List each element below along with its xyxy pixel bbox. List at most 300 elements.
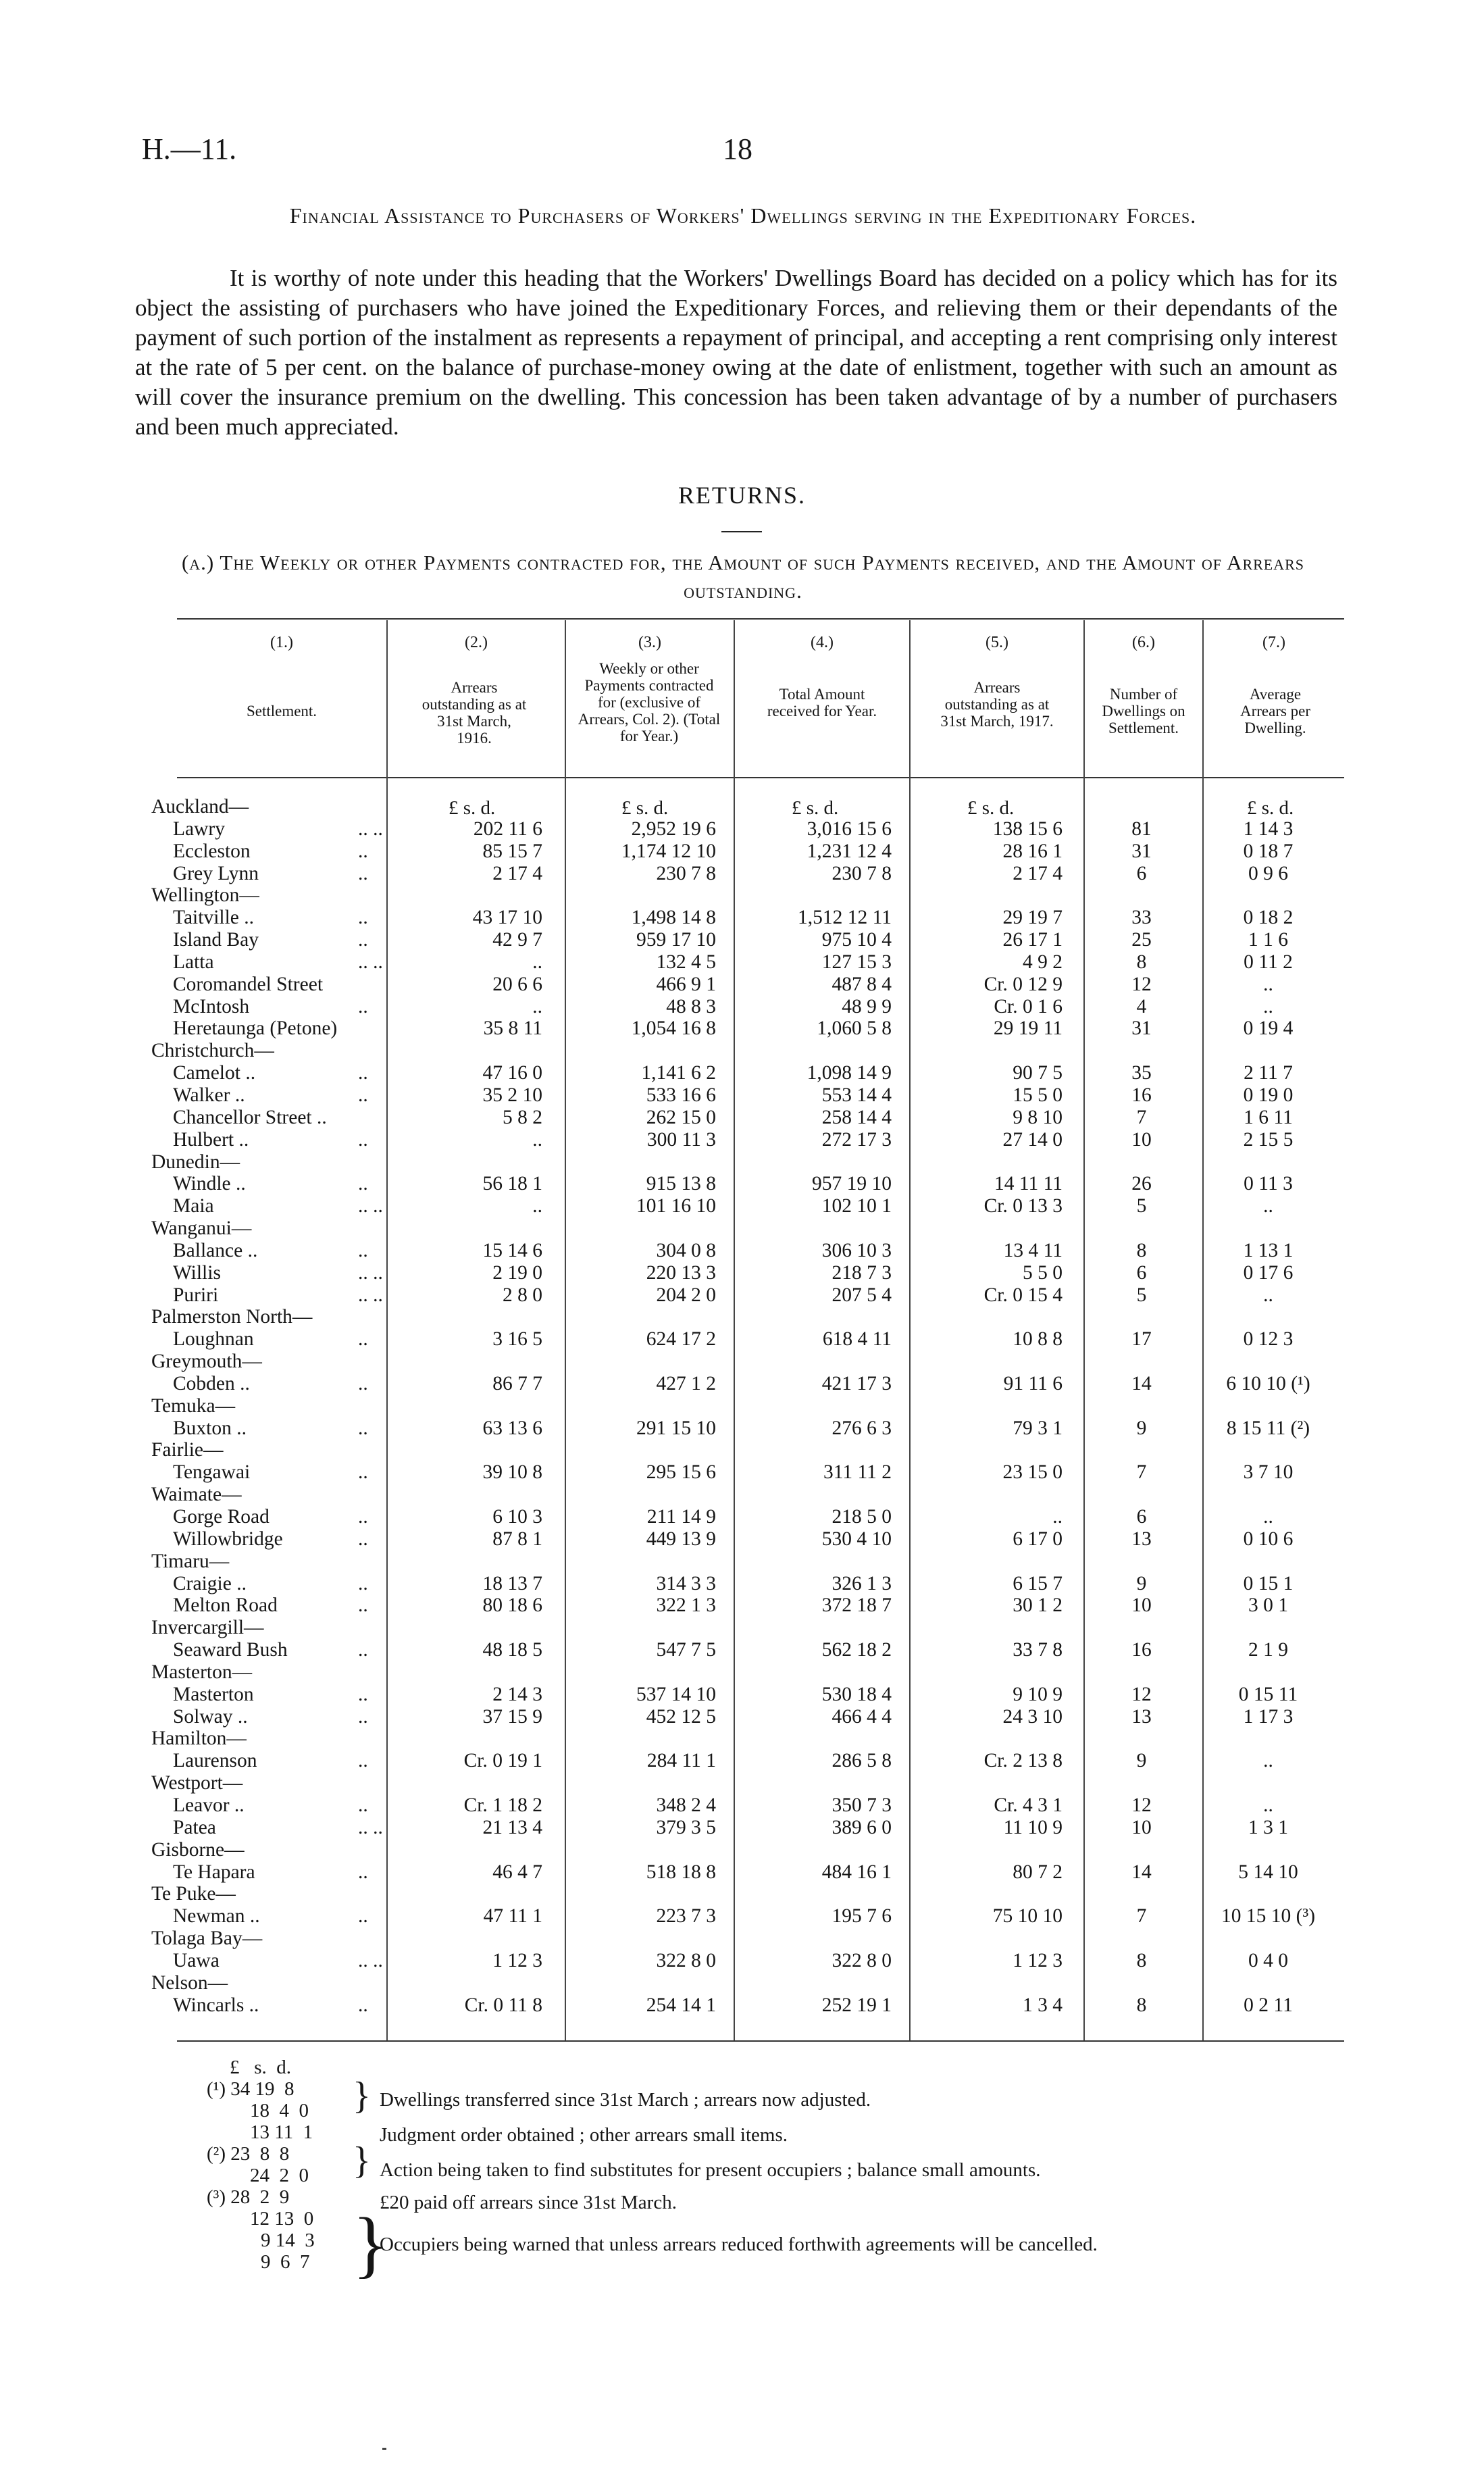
cell-c4: 195 7 6 (831, 1905, 892, 1928)
cell-c3: 262 15 0 (646, 1106, 716, 1128)
settlement-name: Camelot .. (173, 1062, 256, 1084)
leader-dots: .. (358, 1461, 368, 1484)
cell-c5: 29 19 7 (1002, 907, 1063, 929)
table-row (0, 1905, 1484, 1928)
group-heading-row (0, 1306, 1484, 1328)
cell-c7: 0 11 2 (1244, 951, 1293, 973)
district-name: Palmerston North— (151, 1306, 313, 1328)
cell-c5: 23 15 0 (1002, 1461, 1063, 1484)
table-body (0, 796, 1484, 2016)
cell-c7: 0 18 7 (1243, 840, 1294, 862)
cell-c3: 220 13 3 (646, 1261, 716, 1284)
settlement-name: Heretaunga (Petone) (173, 1017, 338, 1040)
cell-c5: 1 3 4 (1023, 1994, 1063, 2016)
settlement-name: Taitville .. (173, 907, 255, 929)
cell-c2: 47 11 1 (483, 1905, 542, 1928)
cell-c5: 80 7 2 (1013, 1861, 1063, 1883)
group-heading-row (0, 1439, 1484, 1461)
cell-c4: 484 16 1 (821, 1861, 892, 1883)
col-number: (3.) (638, 634, 661, 651)
cell-c6: 4 (1136, 995, 1147, 1017)
cell-c2: 56 18 1 (482, 1173, 542, 1195)
cell-c2: 15 14 6 (482, 1239, 542, 1261)
table-row (0, 1461, 1484, 1484)
footnote-note: Judgment order obtained ; other arrears small items. (380, 2124, 788, 2146)
cell-c3: 254 14 1 (646, 1994, 716, 2016)
cell-c4: 530 18 4 (821, 1683, 892, 1705)
cell-c6: 10 (1131, 1128, 1152, 1151)
cell-c3: 533 16 6 (646, 1084, 716, 1106)
leader-dots: .. (358, 1328, 368, 1351)
settlement-name: Patea (173, 1816, 216, 1838)
cell-c2: 63 13 6 (482, 1417, 542, 1439)
col-number: (2.) (465, 634, 488, 651)
table-row (0, 1373, 1484, 1395)
cell-c6: 5 (1136, 1284, 1147, 1306)
returns-rule (721, 531, 762, 532)
cell-c7: .. (1263, 1284, 1273, 1306)
table-row (0, 907, 1484, 929)
table-row (0, 818, 1484, 840)
table-row (0, 1017, 1484, 1040)
brace-icon: } (353, 2140, 371, 2182)
cell-c7: 0 4 0 (1248, 1949, 1288, 1971)
cell-c5: 11 10 9 (1003, 1816, 1063, 1838)
cell-c3: 211 14 9 (646, 1506, 716, 1528)
cell-c3: 427 1 2 (656, 1372, 716, 1394)
cell-c4: 1,060 5 8 (817, 1017, 892, 1040)
cell-c4: 272 17 3 (821, 1128, 892, 1151)
leader-dots: .. (358, 929, 368, 951)
footnote-note: Dwellings transferred since 31st March ; arrears now adjusted. (380, 2089, 871, 2111)
cell-c4: 562 18 2 (821, 1639, 892, 1661)
leader-dots: .. .. (358, 951, 383, 973)
cell-c6: 6 (1136, 1506, 1147, 1528)
table-head-rule (177, 777, 1344, 778)
cell-c5: 10 8 8 (1013, 1328, 1063, 1351)
settlement-name: Craigie .. (173, 1572, 247, 1594)
cell-c5: Cr. 0 15 4 (983, 1284, 1063, 1306)
cell-c5: 33 7 8 (1013, 1639, 1063, 1661)
settlement-name: Windle .. (173, 1173, 246, 1195)
leader-dots: .. (358, 1528, 368, 1550)
group-heading-row (0, 1351, 1484, 1373)
group-heading-row (0, 1972, 1484, 1994)
cell-c6: 33 (1131, 907, 1152, 929)
unit-label: £ s. d. (792, 797, 839, 819)
cell-c7: .. (1263, 1195, 1273, 1217)
footnote-note: £20 paid off arrears since 31st March. (380, 2192, 677, 2213)
cell-c3: 295 15 6 (646, 1461, 716, 1484)
cell-c2: 43 17 10 (472, 907, 542, 929)
cell-c4: 326 1 3 (831, 1572, 892, 1594)
settlement-name: Cobden .. (173, 1372, 250, 1394)
cell-c3: 547 7 5 (656, 1639, 716, 1661)
cell-c7: 0 18 2 (1243, 907, 1294, 929)
table-row (0, 1129, 1484, 1151)
cell-c4: 322 8 0 (831, 1949, 892, 1971)
cell-c7: 0 9 6 (1248, 862, 1288, 884)
leader-dots: .. (358, 1594, 368, 1617)
cell-c5: 9 10 9 (1013, 1683, 1063, 1705)
cell-c5: 29 19 11 (993, 1017, 1063, 1040)
cell-c7: 5 14 10 (1238, 1861, 1298, 1883)
unit-label: £ s. d. (1247, 797, 1294, 819)
cell-c3: 1,141 6 2 (641, 1062, 716, 1084)
cell-c3: 466 9 1 (656, 973, 716, 995)
cell-c2: 2 8 0 (503, 1284, 542, 1306)
cell-c3: 284 11 1 (646, 1750, 716, 1772)
cell-c4: 466 4 4 (831, 1705, 892, 1728)
cell-c6: 31 (1131, 1017, 1152, 1040)
table-bottom-rule (177, 2040, 1344, 2042)
leader-dots: .. .. (358, 817, 383, 840)
cell-c2: 2 14 3 (492, 1683, 542, 1705)
footnote-note: Action being taken to find substitutes for present occupiers ; balance small amounts. (380, 2159, 1041, 2181)
cell-c6: 17 (1131, 1328, 1152, 1351)
cell-c4: 127 15 3 (821, 951, 892, 973)
cell-c5: 75 10 10 (992, 1905, 1063, 1928)
cell-c4: 1,512 12 11 (797, 907, 892, 929)
district-name: Invercargill— (151, 1617, 264, 1639)
cell-c3: 291 15 10 (636, 1417, 716, 1439)
cell-c2: Cr. 0 11 8 (464, 1994, 542, 2016)
table-row (0, 1817, 1484, 1839)
table-row (0, 1594, 1484, 1617)
district-name: Tolaga Bay— (151, 1928, 263, 1950)
cell-c2: 42 9 7 (492, 929, 542, 951)
footnote-amount: (²) 23 8 8 (207, 2143, 290, 2165)
settlement-name: Coromandel Street (173, 973, 324, 995)
leader-dots: .. (358, 1572, 368, 1594)
district-name: Waimate— (151, 1484, 242, 1506)
returns-heading: RETURNS. (677, 482, 807, 509)
document-code: H.—11. (142, 132, 237, 166)
cell-c3: 518 18 8 (646, 1861, 716, 1883)
cell-c2: 1 12 3 (492, 1949, 542, 1971)
footnote-amount: 9 14 3 (261, 2230, 315, 2251)
cell-c7: 2 1 9 (1248, 1639, 1288, 1661)
district-name: Timaru— (151, 1550, 230, 1572)
group-heading-row (0, 1040, 1484, 1062)
cell-c3: 379 3 5 (656, 1816, 716, 1838)
table-row (0, 840, 1484, 863)
settlement-name: Te Hapara (173, 1861, 255, 1883)
leader-dots: .. .. (358, 1261, 383, 1284)
col-number: (1.) (270, 634, 293, 651)
cell-c6: 35 (1131, 1062, 1152, 1084)
footnote-unit: £ s. d. (230, 2057, 292, 2078)
cell-c3: 1,498 14 8 (631, 907, 716, 929)
table-row (0, 1639, 1484, 1661)
table-title: (a.) The Weekly or other Payments contracted for, the Amount of such Payments received, and the Amount of Arrears outstanding. (181, 551, 1305, 603)
table-row (0, 1950, 1484, 1972)
table-row (0, 951, 1484, 974)
settlement-name: Chancellor Street .. (173, 1106, 327, 1128)
section-paragraph: It is worthy of note under this heading that the Workers' Dwellings Board has decided on a policy which has for its object the assisting of purchasers who have joined the Expeditionary Forces, and relieving them or their dependants of the payment of such portion of the instalment as represents a repayment of principal, and accepting a rent comprising only interest at the rate of 5 per cent. on the balance of purchase-money owing at the date of enlistment, together with such an amount as will cover the insurance premium on the dwelling. This concession has been taken advantage of by a number of purchasers and been much appreciated. (135, 265, 1337, 440)
cell-c3: 452 12 5 (646, 1705, 716, 1728)
cell-c7: 0 19 0 (1243, 1084, 1294, 1106)
settlement-name: Buxton .. (173, 1417, 247, 1439)
leader-dots: .. (358, 1417, 368, 1439)
footnote-amount: 12 13 0 (250, 2208, 314, 2230)
cell-c3: 101 16 10 (636, 1195, 716, 1217)
cell-c2: 35 2 10 (482, 1084, 542, 1106)
col-header-total-received: Total Amount received for Year. (767, 686, 877, 720)
settlement-name: Willowbridge (173, 1528, 283, 1550)
settlement-name: Seaward Bush (173, 1639, 288, 1661)
settlement-name: Uawa (173, 1949, 220, 1971)
settlement-name: Maia (173, 1195, 214, 1217)
cell-c7: .. (1263, 973, 1273, 995)
cell-c4: 311 11 2 (823, 1461, 892, 1484)
settlement-name: Latta (173, 951, 214, 973)
table-row (0, 1417, 1484, 1440)
cell-c3: 300 11 3 (646, 1128, 716, 1151)
leader-dots: .. (358, 1062, 368, 1084)
cell-c5: Cr. 0 13 3 (983, 1195, 1063, 1217)
district-name: Nelson— (151, 1971, 228, 1994)
cell-c6: 9 (1136, 1572, 1147, 1594)
leader-dots: .. (358, 1705, 368, 1728)
footnote-amount: 13 11 1 (250, 2121, 313, 2143)
leader-dots: .. .. (358, 1816, 383, 1838)
leader-dots: .. (358, 862, 368, 884)
cell-c4: 3,016 15 6 (807, 817, 892, 840)
group-heading-row (0, 884, 1484, 907)
settlement-name: Leavor .. (173, 1794, 245, 1816)
cell-c3: 624 17 2 (646, 1328, 716, 1351)
group-heading-row (0, 1883, 1484, 1905)
cell-c4: 553 14 4 (821, 1084, 892, 1106)
cell-c7: 2 11 7 (1244, 1062, 1293, 1084)
cell-c4: 389 6 0 (831, 1816, 892, 1838)
cell-c4: 421 17 3 (821, 1372, 892, 1394)
table-row (0, 1861, 1484, 1884)
col-number: (4.) (811, 634, 834, 651)
cell-c7: 2 15 5 (1243, 1128, 1294, 1151)
settlement-name: Solway .. (173, 1705, 248, 1728)
cell-c3: 223 7 3 (656, 1905, 716, 1928)
cell-c2: .. (532, 951, 542, 973)
cell-c4: 957 19 10 (812, 1173, 892, 1195)
cell-c2: 2 17 4 (492, 862, 542, 884)
col-header-dwellings: Number of Dwellings on Settlement. (1102, 686, 1185, 736)
district-name: Fairlie— (151, 1439, 224, 1461)
cell-c7: 3 0 1 (1248, 1594, 1288, 1617)
district-name: Westport— (151, 1772, 243, 1794)
cell-c4: 975 10 4 (821, 929, 892, 951)
table-row (0, 1262, 1484, 1284)
cell-c6: 10 (1131, 1594, 1152, 1617)
cell-c5: 5 5 0 (1023, 1261, 1063, 1284)
cell-c2: 48 18 5 (482, 1639, 542, 1661)
cell-c2: .. (532, 1195, 542, 1217)
cell-c2: 46 4 7 (492, 1861, 542, 1883)
cell-c4: 48 9 9 (842, 995, 892, 1017)
col-header-payments-contracted: Weekly or other Payments contracted for (exclusive of Arrears, Col. 2). (Total for Year.) (578, 660, 721, 745)
cell-c4: 350 7 3 (831, 1794, 892, 1816)
cell-c7: .. (1263, 1750, 1273, 1772)
table-top-rule (177, 618, 1344, 620)
leader-dots: .. .. (358, 1284, 383, 1306)
cell-c7: 10 15 10 (³) (1221, 1905, 1316, 1928)
leader-dots: .. (358, 1372, 368, 1394)
cell-c2: 6 10 3 (492, 1506, 542, 1528)
cell-c4: 252 19 1 (821, 1994, 892, 2016)
cell-c6: 8 (1136, 1239, 1147, 1261)
table-row (0, 1328, 1484, 1351)
cell-c4: 286 5 8 (831, 1750, 892, 1772)
cell-c6: 8 (1136, 1949, 1147, 1971)
cell-c7: .. (1263, 995, 1273, 1017)
cell-c6: 8 (1136, 951, 1147, 973)
table-row (0, 974, 1484, 996)
cell-c6: 6 (1136, 1261, 1147, 1284)
cell-c5: Cr. 4 3 1 (994, 1794, 1063, 1816)
cell-c5: 28 16 1 (1002, 840, 1063, 862)
cell-c2: 20 6 6 (492, 973, 542, 995)
settlement-name: McIntosh (173, 995, 250, 1017)
cell-c6: 5 (1136, 1195, 1147, 1217)
settlement-name: Melton Road (173, 1594, 278, 1617)
cell-c7: 6 10 10 (¹) (1226, 1372, 1310, 1394)
cell-c5: 26 17 1 (1002, 929, 1063, 951)
cell-c2: 5 8 2 (503, 1106, 542, 1128)
table-row (0, 1240, 1484, 1262)
table-row (0, 1684, 1484, 1706)
district-name: Dunedin— (151, 1151, 240, 1173)
leader-dots: .. (358, 1173, 368, 1195)
cell-c5: 2 17 4 (1013, 862, 1063, 884)
col-header-arrears-1916: Arrears outstanding as at 31st March, 1916. (421, 679, 527, 747)
cell-c6: 12 (1131, 1794, 1152, 1816)
settlement-name: Ballance .. (173, 1239, 258, 1261)
cell-c4: 1,231 12 4 (807, 840, 892, 862)
unit-label: £ s. d. (449, 797, 496, 819)
cell-c2: 80 18 6 (482, 1594, 542, 1617)
cell-c5: 4 9 2 (1023, 951, 1063, 973)
cell-c3: 304 0 8 (656, 1239, 716, 1261)
cell-c3: 348 2 4 (656, 1794, 716, 1816)
table-row (0, 1284, 1484, 1307)
cell-c2: 18 13 7 (482, 1572, 542, 1594)
cell-c5: 6 15 7 (1013, 1572, 1063, 1594)
cell-c7: 0 15 1 (1243, 1572, 1294, 1594)
leader-dots: .. (358, 1128, 368, 1151)
cell-c6: 16 (1131, 1084, 1152, 1106)
cell-c6: 13 (1131, 1528, 1152, 1550)
cell-c4: 276 6 3 (831, 1417, 892, 1439)
footnote-amount: 18 4 0 (250, 2100, 309, 2121)
cell-c2: .. (532, 1128, 542, 1151)
cell-c7: 1 13 1 (1243, 1239, 1294, 1261)
settlement-name: Newman .. (173, 1905, 260, 1928)
footnote-amount: 9 6 7 (261, 2251, 310, 2273)
cell-c6: 81 (1131, 817, 1152, 840)
cell-c7: .. (1263, 1506, 1273, 1528)
settlement-name: Loughnan (173, 1328, 254, 1351)
cell-c5: .. (1052, 1506, 1063, 1528)
cell-c6: 9 (1136, 1417, 1147, 1439)
district-name: Masterton— (151, 1661, 253, 1683)
footnote-amount: (¹) 34 19 8 (207, 2078, 295, 2100)
district-name: Hamilton— (151, 1728, 247, 1750)
cell-c4: 102 10 1 (821, 1195, 892, 1217)
group-heading-row (0, 1772, 1484, 1794)
cell-c7: 8 15 11 (²) (1226, 1417, 1310, 1439)
district-name: Te Puke— (151, 1883, 236, 1905)
cell-c4: 372 18 7 (821, 1594, 892, 1617)
settlement-name: Grey Lynn (173, 862, 259, 884)
settlement-name: Masterton (173, 1683, 254, 1705)
cell-c4: 487 8 4 (831, 973, 892, 995)
group-heading-row (0, 1661, 1484, 1684)
leader-dots: .. (358, 1994, 368, 2016)
cell-c5: 27 14 0 (1002, 1128, 1063, 1151)
settlement-name: Hulbert .. (173, 1128, 249, 1151)
cell-c2: 37 15 9 (482, 1705, 542, 1728)
cell-c3: 537 14 10 (636, 1683, 716, 1705)
district-name: Christchurch— (151, 1040, 274, 1062)
table-row (0, 1750, 1484, 1772)
cell-c6: 13 (1131, 1705, 1152, 1728)
cell-c3: 322 1 3 (656, 1594, 716, 1617)
cell-c4: 218 7 3 (831, 1261, 892, 1284)
table-row (0, 1528, 1484, 1551)
cell-c6: 14 (1131, 1861, 1152, 1883)
group-heading-row (0, 1395, 1484, 1417)
cell-c5: 6 17 0 (1013, 1528, 1063, 1550)
cell-c7: 1 17 3 (1243, 1705, 1294, 1728)
cell-c7: 0 12 3 (1243, 1328, 1294, 1351)
table-row (0, 1084, 1484, 1107)
cell-c2: 87 8 1 (492, 1528, 542, 1550)
cell-c7: 1 14 3 (1243, 817, 1294, 840)
district-name: Gisborne— (151, 1838, 245, 1861)
cell-c3: 322 8 0 (656, 1949, 716, 1971)
group-heading-row (0, 1151, 1484, 1174)
cell-c6: 12 (1131, 973, 1152, 995)
cell-c4: 258 14 4 (821, 1106, 892, 1128)
cell-c5: 13 4 11 (1003, 1239, 1063, 1261)
col-number: (7.) (1262, 634, 1285, 651)
cell-c7: 0 15 11 (1238, 1683, 1298, 1705)
page-number: 18 (723, 132, 752, 166)
cell-c6: 10 (1131, 1816, 1152, 1838)
cell-c2: 47 16 0 (482, 1062, 542, 1084)
cell-c5: 91 11 6 (1003, 1372, 1063, 1394)
leader-dots: .. (358, 1239, 368, 1261)
cell-c2: 35 8 11 (483, 1017, 542, 1040)
cell-c6: 9 (1136, 1750, 1147, 1772)
cell-c3: 959 17 10 (636, 929, 716, 951)
brace-icon: } (353, 2203, 388, 2285)
footnote-note: Occupiers being warned that unless arrears reduced forthwith agreements will be cancelled. (380, 2234, 1098, 2255)
cell-c3: 1,054 16 8 (631, 1017, 716, 1040)
group-heading-row (0, 1928, 1484, 1950)
cell-c7: 1 6 11 (1244, 1106, 1293, 1128)
group-heading-row (0, 796, 1484, 818)
cell-c3: 2,952 19 6 (631, 817, 716, 840)
unit-label: £ s. d. (967, 797, 1015, 819)
cell-c7: 0 10 6 (1243, 1528, 1294, 1550)
settlement-name: Eccleston (173, 840, 251, 862)
cell-c2: Cr. 1 18 2 (463, 1794, 542, 1816)
col-number: (5.) (986, 634, 1008, 651)
cell-c5: 24 3 10 (1002, 1705, 1063, 1728)
table-row (0, 929, 1484, 951)
